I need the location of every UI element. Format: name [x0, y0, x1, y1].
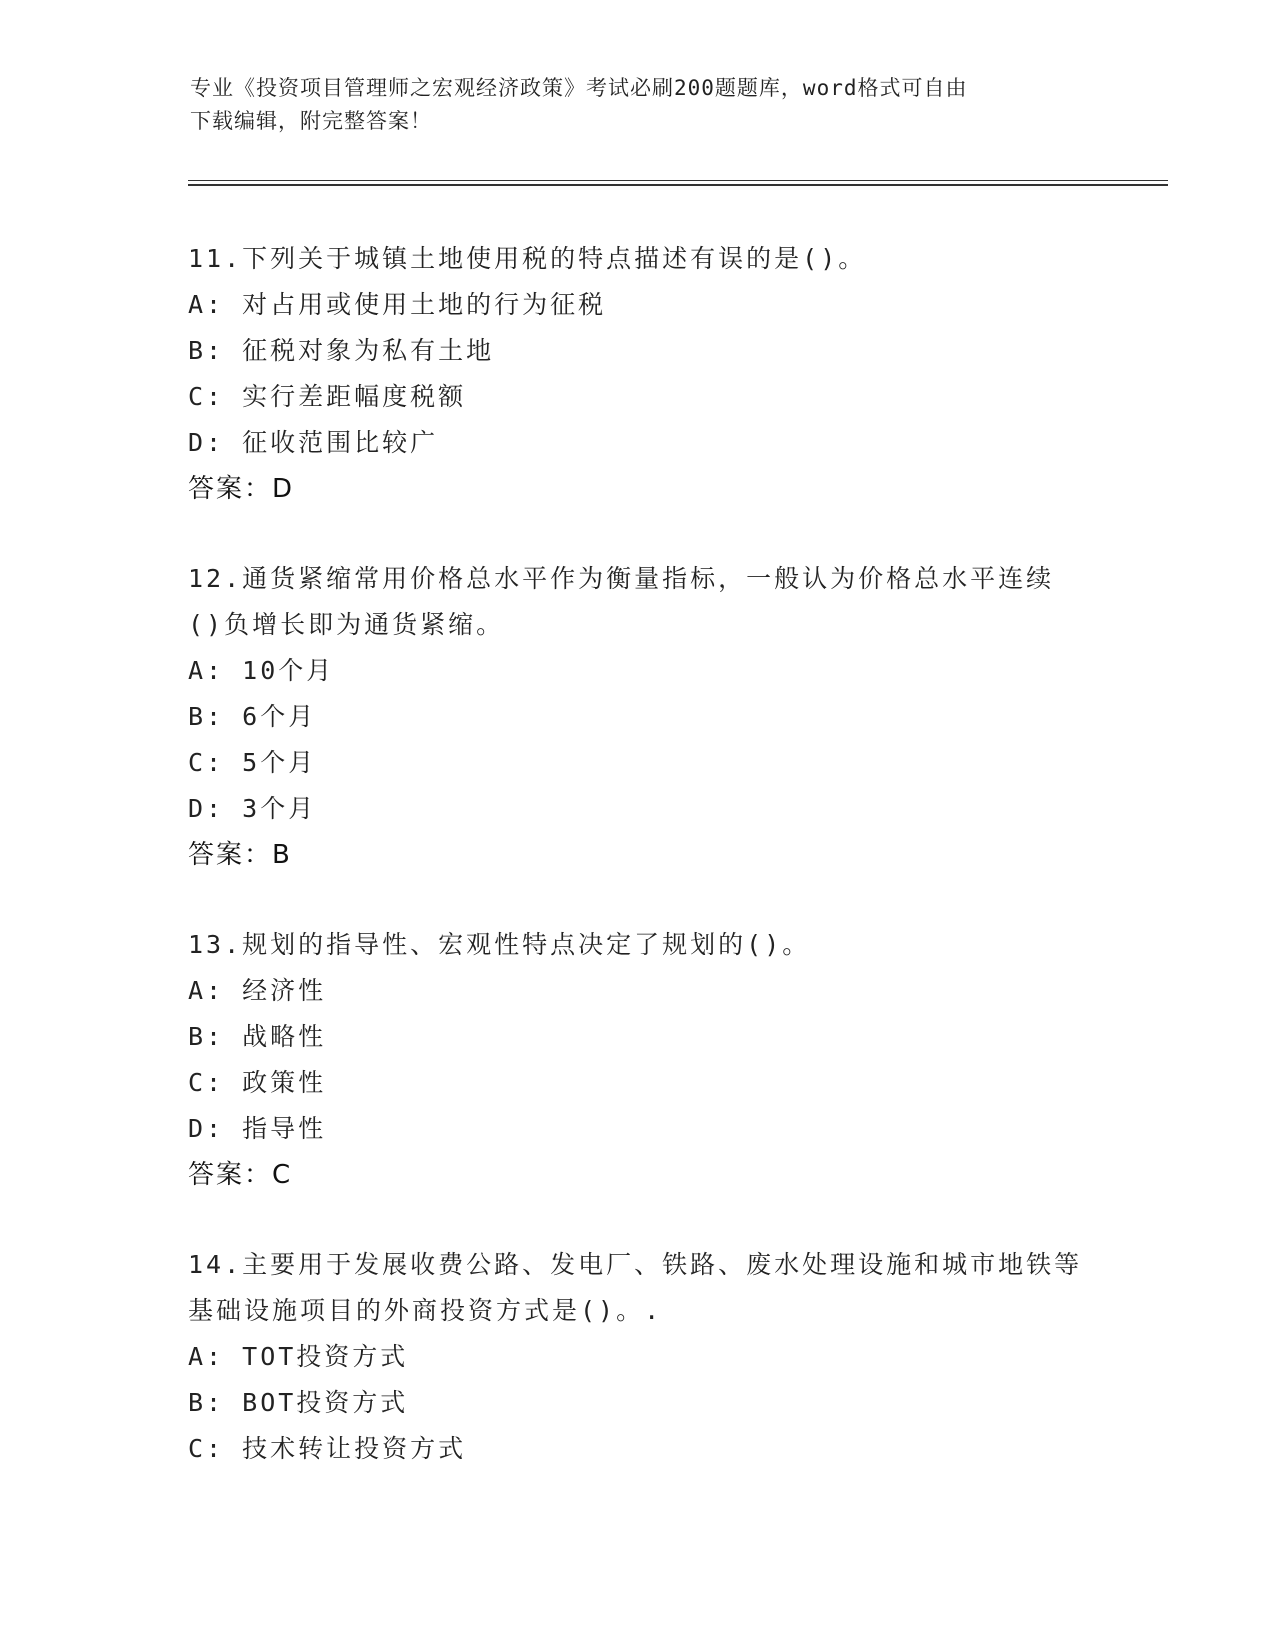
question-13: [188, 922, 1088, 1198]
question-list: [188, 236, 1088, 1516]
option-b: B: 6个月: [188, 702, 317, 731]
question-12: [188, 556, 1088, 878]
question-stem: 14.主要用于发展收费公路、发电厂、铁路、废水处理设施和城市地铁等基础设施项目的外商投资方式是()。.: [188, 1250, 1083, 1325]
question-14: [188, 1242, 1088, 1472]
question-stem: 12.通货紧缩常用价格总水平作为衡量指标，一般认为价格总水平连续()负增长即为通货紧缩。: [188, 564, 1055, 639]
option-b: B: 战略性: [188, 1022, 327, 1051]
option-d: D: 3个月: [188, 794, 317, 823]
option-a: A: 对占用或使用土地的行为征税: [188, 290, 607, 319]
option-b: B: BOT投资方式: [188, 1388, 409, 1417]
answer-line: 答案：D: [188, 474, 295, 504]
header-divider-thick: [188, 184, 1168, 186]
option-a: A: TOT投资方式: [188, 1342, 409, 1371]
option-a: A: 经济性: [188, 976, 327, 1005]
option-a: A: 10个月: [188, 656, 335, 685]
document-header: [190, 72, 1090, 138]
question-stem: 11.下列关于城镇土地使用税的特点描述有误的是()。: [188, 244, 867, 273]
question-stem: 13.规划的指导性、宏观性特点决定了规划的()。: [188, 930, 811, 959]
option-c: C: 技术转让投资方式: [188, 1434, 467, 1463]
answer-line: 答案：C: [188, 1160, 293, 1190]
question-11: [188, 236, 1088, 512]
answer-line: 答案：B: [188, 840, 292, 870]
header-divider-thin: [188, 180, 1168, 181]
option-c: C: 政策性: [188, 1068, 327, 1097]
header-line-2: 下载编辑，附完整答案！: [190, 109, 432, 133]
option-d: D: 征收范围比较广: [188, 428, 439, 457]
option-b: B: 征税对象为私有土地: [188, 336, 495, 365]
option-c: C: 实行差距幅度税额: [188, 382, 467, 411]
option-d: D: 指导性: [188, 1114, 327, 1143]
option-c: C: 5个月: [188, 748, 317, 777]
header-line-1: 专业《投资项目管理师之宏观经济政策》考试必刷200题题库，word格式可自由: [190, 76, 968, 100]
